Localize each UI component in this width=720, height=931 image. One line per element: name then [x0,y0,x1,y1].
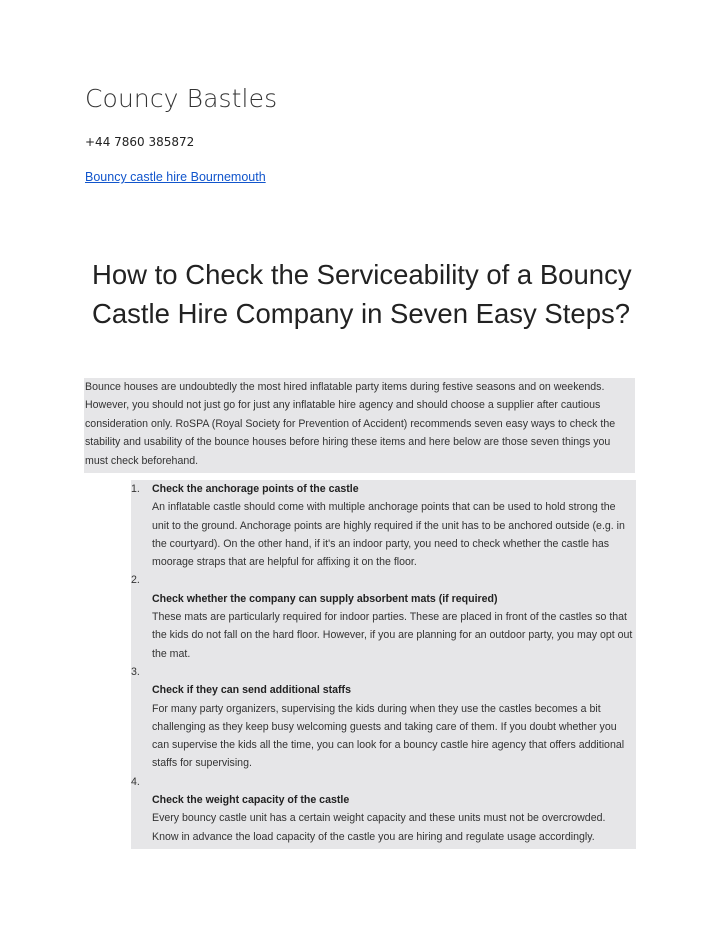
step-title: Check if they can send additional staffs [152,684,351,697]
step-body: For many party organizers, supervising the kids during when they use the castles becomes a bit challenging as they keep busy welcoming guests and taking care of them. If you doubt whether you can supervise the kids all the time, you can look for a bouncy castle hire agency that offers additional staffs for supervising. [152,702,625,770]
step-title: Check the weight capacity of the castle [152,794,350,807]
list-item [131,773,636,846]
step-title: Check the anchorage points of the castle [152,483,359,495]
phone-number: +44 7860 385872 [85,135,195,149]
company-name: Councy Bastles [85,84,278,113]
list-item [131,571,636,662]
article-title: How to Check the Serviceability of a Bouncy Castle Hire Company in Seven Easy Steps? [92,259,632,329]
bouncy-castle-hire-link[interactable]: Bouncy castle hire Bournemouth [85,170,266,184]
intro-paragraph: Bounce houses are undoubtedly the most hired inflatable party items during festive seasons and on weekends. However, you should not just go for just any inflatable hire agency and should choose a supplier after cautious consideration only. RoSPA (Royal Society for Prevention of Accident) recommends seven easy ways to check the stability and usability of the bounce houses before hiring these items and here below are those seven things you must check beforehand. [84,378,635,473]
step-number: 3. [131,665,140,678]
step-body: Every bouncy castle unit has a certain weight capacity and these units must not be overcrowded. Know in advance the load capacity of the castle you are hiring and regulate usage accordingly. [152,812,606,843]
step-number: 4. [131,775,140,788]
step-number: 1. [131,483,140,495]
step-body: These mats are particularly required for indoor parties. These are placed in front of the castles so that the kids do not fall on the hard floor. However, if you are planning for an outdoor party, you may opt out the mat. [152,611,633,660]
step-title: Check whether the company can supply absorbent mats (if required) [152,592,498,605]
list-item [131,663,636,773]
list-item [131,480,636,571]
step-number: 2. [131,574,140,587]
step-body: An inflatable castle should come with multiple anchorage points that can be used to hold strong the unit to the ground. Anchorage points are highly required if the unit has to be anchored outside (e.g. in the courtyard). On the other hand, if it's an indoor party, you need to check whether the castle has moorage straps that are helpful for affixing it on the floor. [152,501,625,569]
steps-list [131,480,636,849]
